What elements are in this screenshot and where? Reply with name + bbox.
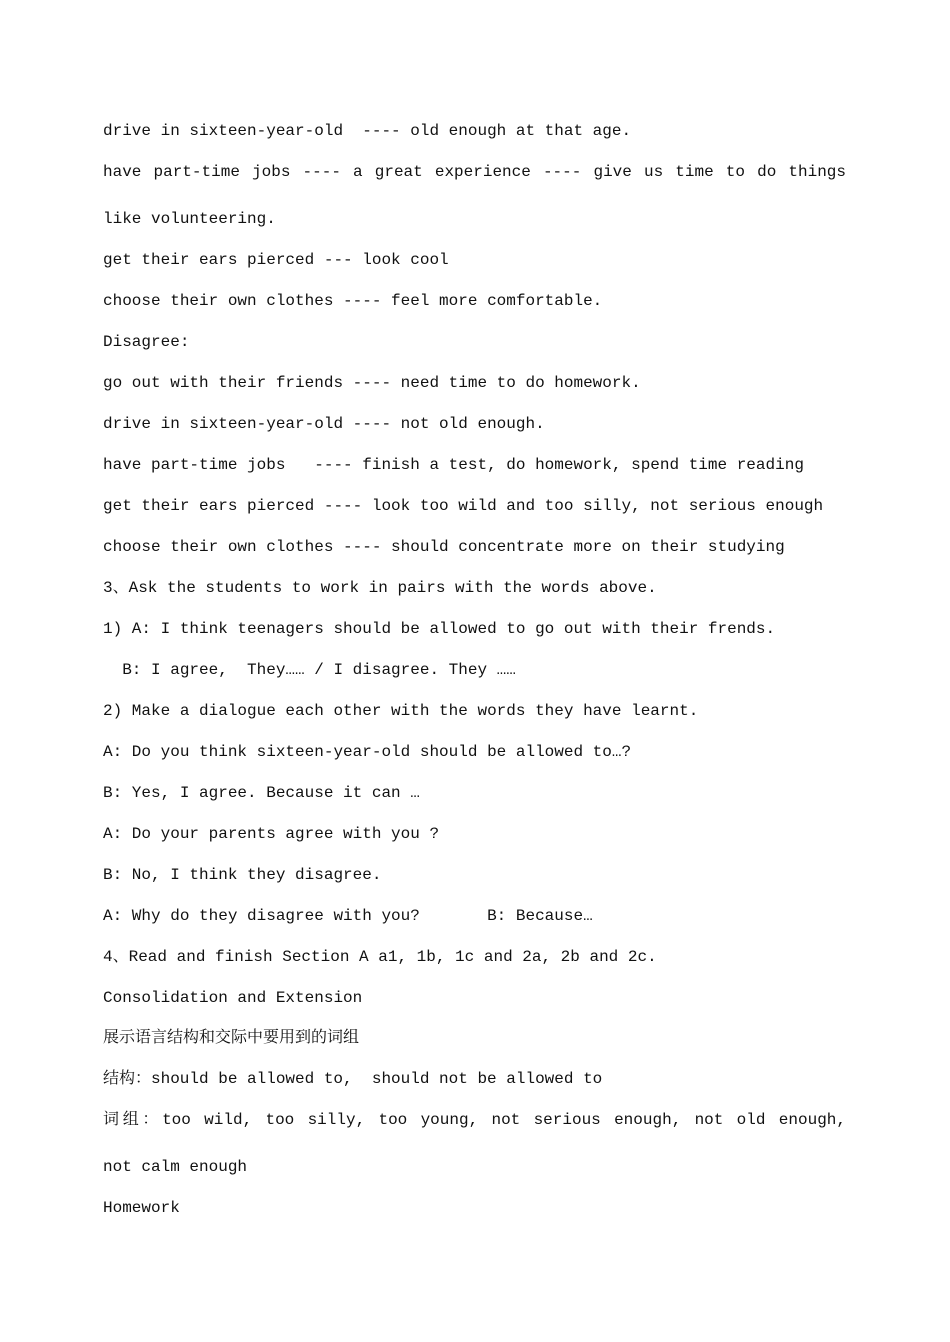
structure-intro-line: 展示语言结构和交际中要用到的词组 [103, 1029, 360, 1047]
dialogue-line: A: Why do they disagree with you? B: Because… [103, 907, 593, 925]
pair-work-line-b: B: I agree, They…… / I disagree. They …… [103, 661, 516, 679]
step-4-instruction: 4、Read and finish Section A a1, 1b, 1c and 2a, 2b and 2c. [103, 948, 657, 966]
dialogue-line: A: Do your parents agree with you ? [103, 825, 440, 843]
dialogue-instruction: 2) Make a dialogue each other with the words they have learnt. [103, 702, 699, 720]
agree-part-time-jobs-continued-line: like volunteering. [103, 210, 276, 228]
agree-drive-line: drive in sixteen-year-old ---- old enough at that age. [103, 122, 632, 140]
disagree-go-out-line: go out with their friends ---- need time to do homework. [103, 374, 641, 392]
phrases-continued-line: not calm enough [103, 1158, 248, 1176]
disagree-part-time-jobs-line: have part-time jobs ---- finish a test, do homework, spend time reading [103, 456, 804, 474]
pair-work-line-a: 1) A: I think teenagers should be allowed to go out with their frends. [103, 620, 776, 638]
step-3-instruction: 3、Ask the students to work in pairs with the words above. [103, 579, 657, 597]
disagree-clothes-line: choose their own clothes ---- should concentrate more on their studying [103, 538, 785, 556]
consolidation-heading: Consolidation and Extension [103, 989, 363, 1007]
disagree-drive-line: drive in sixteen-year-old ---- not old enough. [103, 415, 545, 433]
homework-heading: Homework [103, 1199, 180, 1217]
phrases-line: 词组：too wild, too silly, too young, not serious enough, not old enough, [103, 1111, 846, 1129]
agree-ears-pierced-line: get their ears pierced --- look cool [103, 251, 449, 269]
structure-line: 结构：should be allowed to, should not be allowed to [103, 1070, 603, 1088]
agree-part-time-jobs-line: have part-time jobs ---- a great experience ---- give us time to do things [103, 163, 846, 181]
disagree-heading: Disagree: [103, 333, 190, 351]
dialogue-line: B: No, I think they disagree. [103, 866, 382, 884]
disagree-ears-pierced-line: get their ears pierced ---- look too wild and too silly, not serious enough [103, 497, 824, 515]
agree-clothes-line: choose their own clothes ---- feel more comfortable. [103, 292, 603, 310]
dialogue-line: B: Yes, I agree. Because it can … [103, 784, 420, 802]
dialogue-line: A: Do you think sixteen-year-old should be allowed to…? [103, 743, 632, 761]
